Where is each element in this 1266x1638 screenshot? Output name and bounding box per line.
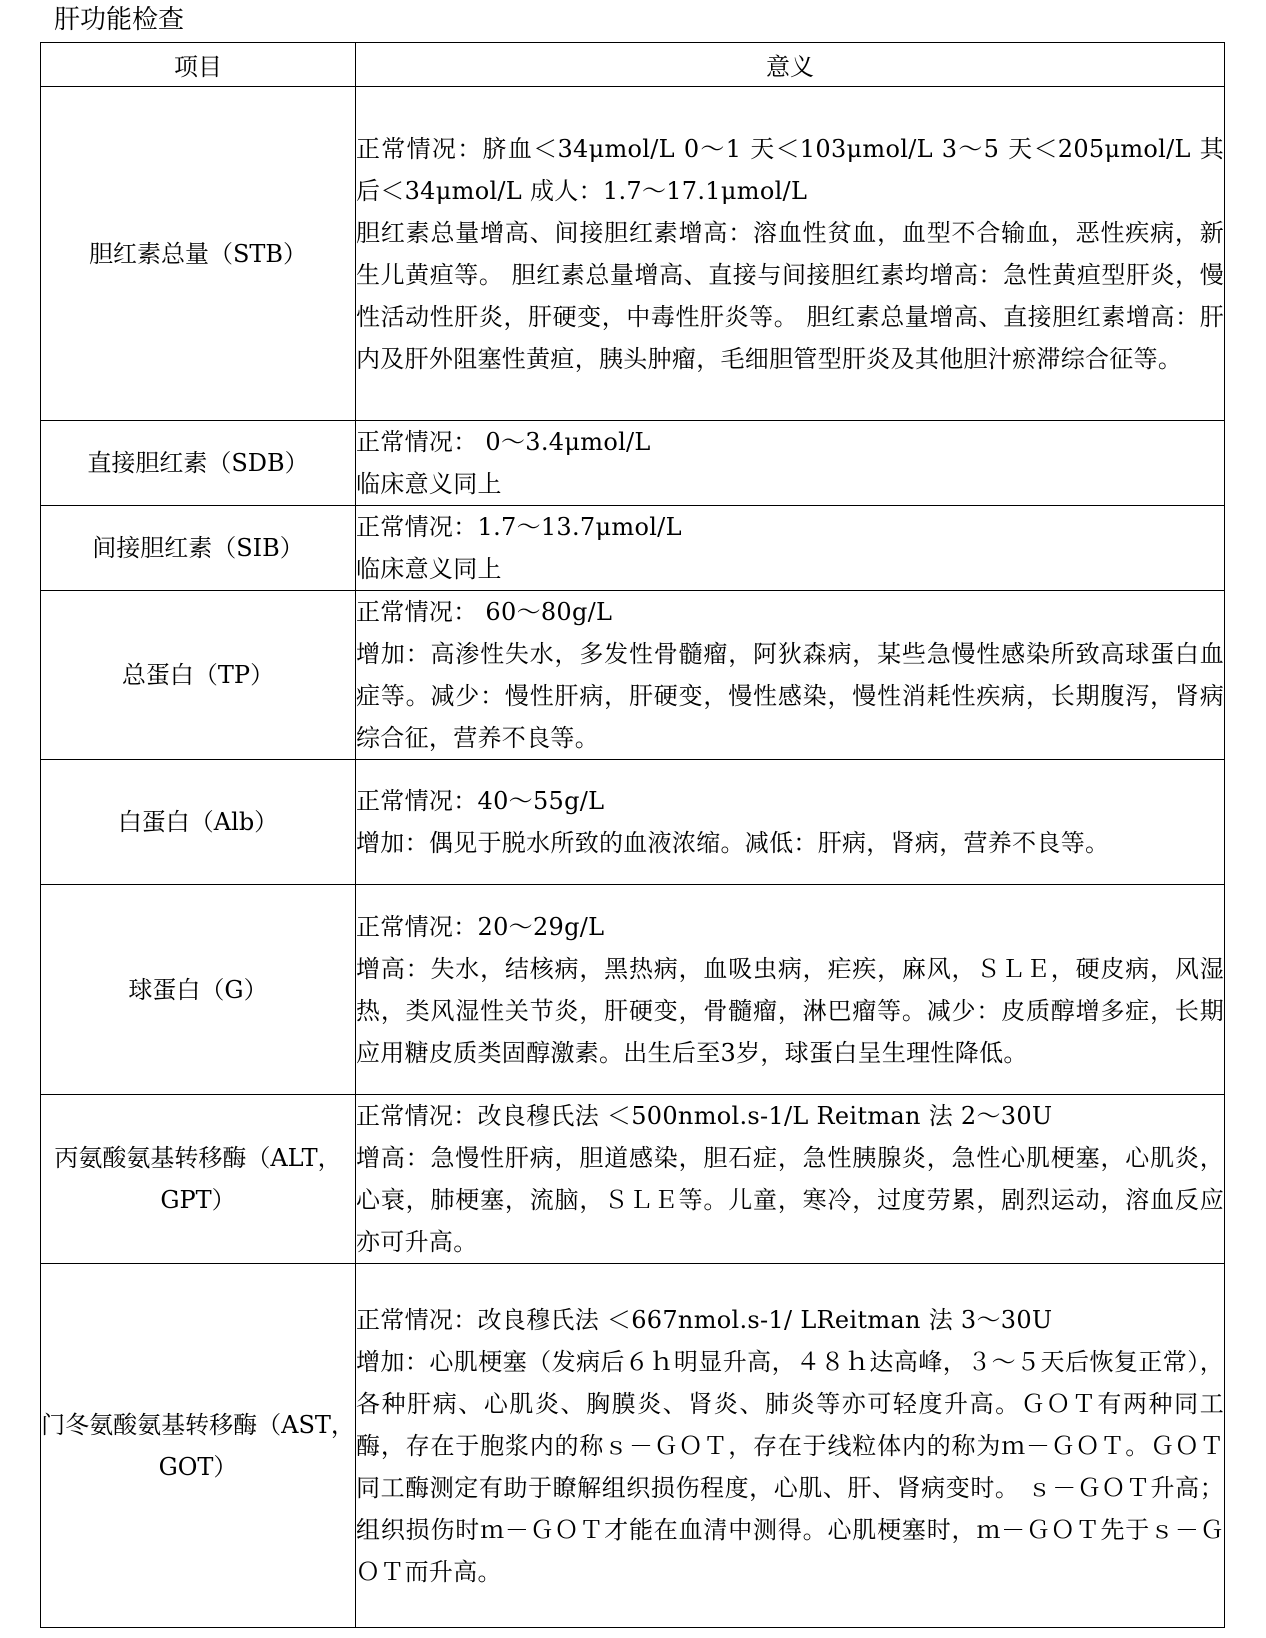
meaning-cell (356, 506, 1225, 591)
clinical-meaning: 增高：急慢性肝病，胆道感染，胆石症，急性胰腺炎，急性心肌梗塞，心肌炎，心衰，肺梗塞，流脑，ＳＬＥ等。儿童，寒冷，过度劳累，剧烈运动，溶血反应亦可升高。 (356, 1144, 1224, 1256)
item-name: 间接胆红素（SIB） (41, 506, 356, 591)
item-name: 直接胆红素（SDB） (41, 421, 356, 506)
normal-range: 正常情况： 60～80g/L (356, 598, 613, 626)
liver-function-table (40, 42, 1225, 1628)
clinical-meaning: 临床意义同上 (356, 470, 502, 498)
table-row (41, 591, 1225, 760)
item-name: 门冬氨酸氨基转移酶（AST，GOT） (41, 1264, 356, 1628)
normal-range: 正常情况：20～29g/L (356, 912, 605, 941)
clinical-meaning: 增高：失水，结核病，黑热病，血吸虫病，疟疾，麻风，ＳＬＥ，硬皮病，风湿热，类风湿性关节炎，肝硬变，骨髓瘤，淋巴瘤等。减少：皮质醇增多症，长期应用糖皮质类固醇激素。出生后至3岁，球蛋白呈生理性降低。 (356, 954, 1224, 1067)
document-title: 肝功能检查 (54, 5, 185, 35)
normal-range: 正常情况：改良穆氏法 ＜667nmol.s-1/ LReitman 法 3～30U (356, 1305, 1053, 1334)
column-header-item: 项目 (41, 43, 356, 87)
clinical-meaning: 增加：高渗性失水，多发性骨髓瘤，阿狄森病，某些急慢性感染所致高球蛋白血症等。减少：慢性肝病，肝硬变，慢性感染，慢性消耗性疾病，长期腹泻，肾病综合征，营养不良等。 (356, 640, 1224, 752)
normal-range: 正常情况： 0～3.4μmol/L (356, 428, 651, 456)
normal-range: 正常情况：40～55g/L (356, 787, 605, 815)
item-name: 白蛋白（Alb） (41, 760, 356, 885)
meaning-cell (356, 1095, 1225, 1264)
table-row (41, 885, 1225, 1095)
meaning-cell (356, 760, 1225, 885)
item-name: 球蛋白（G） (41, 885, 356, 1095)
table-row (41, 1264, 1225, 1628)
clinical-meaning: 增加：心肌梗塞（发病后６ｈ明显升高，４８ｈ达高峰，３～５天后恢复正常），各种肝病、心肌炎、胸膜炎、肾炎、肺炎等亦可轻度升高。ＧＯＴ有两种同工酶，存在于胞浆内的称ｓ－ＧＯＴ，存在于线粒体内的称为ｍ－ＧＯＴ。ＧＯＴ同工酶测定有助于瞭解组织损伤程度，心肌、肝、肾病变时。 ｓ－ＧＯＴ升高；组织损伤时ｍ－ＧＯＴ才能在血清中测得。心肌梗塞时，ｍ－ＧＯＴ先于ｓ－ＧＯＴ而升高。 (356, 1347, 1224, 1586)
meaning-cell (356, 591, 1225, 760)
table-header-row (41, 43, 1225, 87)
normal-range: 正常情况：1.7～13.7μmol/L (356, 513, 682, 541)
table-row (41, 421, 1225, 506)
item-name: 丙氨酸氨基转移酶（ALT，GPT） (41, 1095, 356, 1264)
meaning-cell (356, 421, 1225, 506)
item-name: 胆红素总量（STB） (41, 87, 356, 421)
meaning-cell (356, 885, 1225, 1095)
clinical-meaning: 胆红素总量增高、间接胆红素增高：溶血性贫血，血型不合输血，恶性疾病，新生儿黄疸等。 胆红素总量增高、直接与间接胆红素均增高：急性黄疸型肝炎，慢性活动性肝炎，肝硬变，中毒性肝炎等。 胆红素总量增高、直接胆红素增高：肝内及肝外阻塞性黄疸，胰头肿瘤，毛细胆管型肝炎及其他胆汁瘀滞综合征等。 (356, 218, 1224, 373)
clinical-meaning: 增加：偶见于脱水所致的血液浓缩。减低：肝病，肾病，营养不良等。 (356, 829, 1110, 857)
clinical-meaning: 临床意义同上 (356, 555, 502, 583)
table-row (41, 1095, 1225, 1264)
table-row (41, 506, 1225, 591)
table-row (41, 87, 1225, 421)
meaning-cell (356, 1264, 1225, 1628)
item-name: 总蛋白（TP） (41, 591, 356, 760)
column-header-meaning: 意义 (356, 43, 1225, 87)
meaning-cell (356, 87, 1225, 421)
normal-range: 正常情况：脐血＜34μmol/L 0～1 天＜103μmol/L 3～5 天＜205μmol/L 其后＜34μmol/L 成人：1.7～17.1μmol/L (356, 134, 1224, 205)
normal-range: 正常情况：改良穆氏法 ＜500nmol.s-1/L Reitman 法 2～30U (356, 1102, 1053, 1130)
table-row (41, 760, 1225, 885)
